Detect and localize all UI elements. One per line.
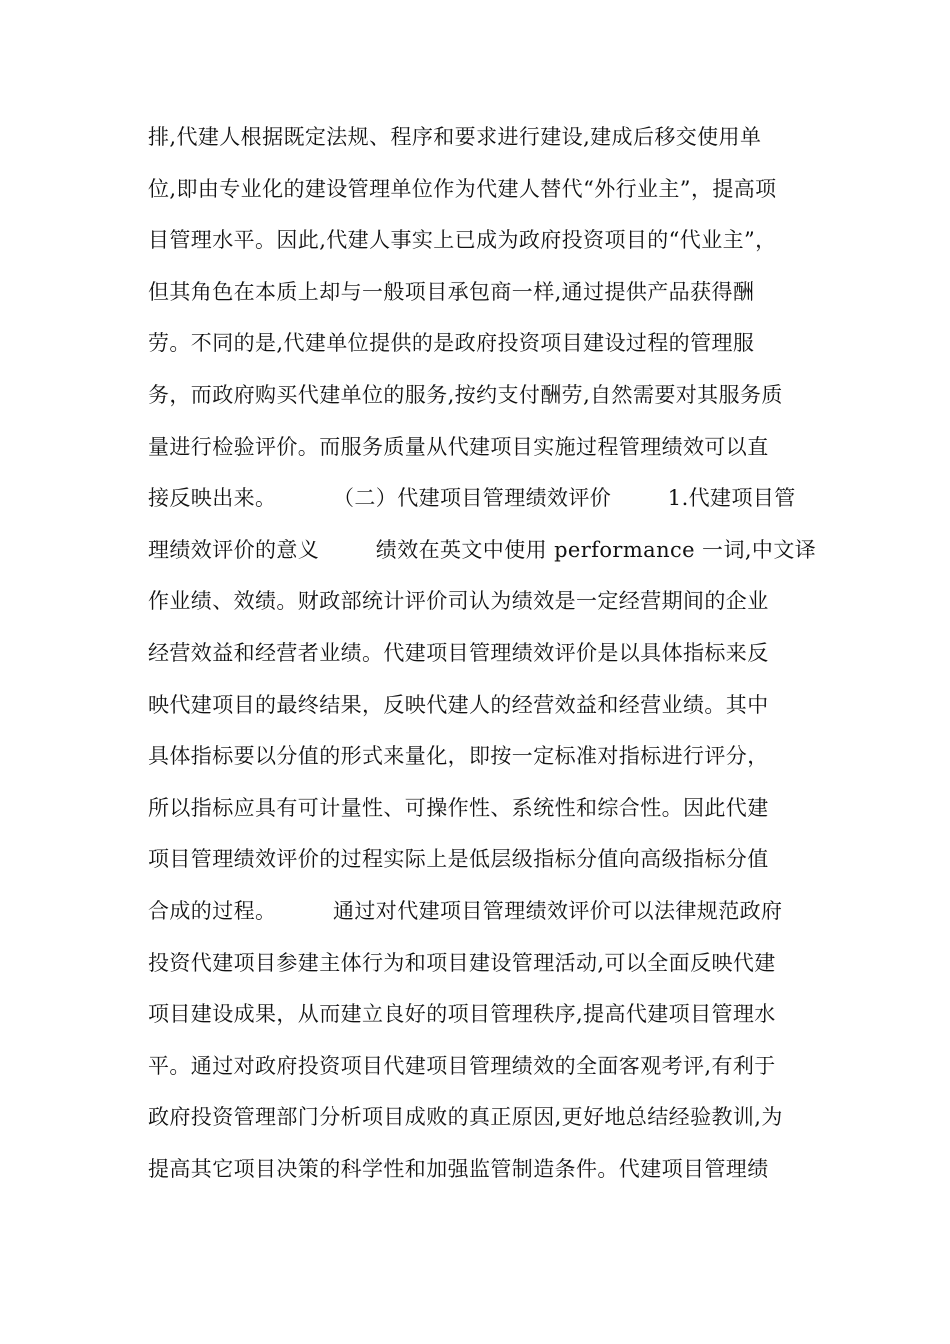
text-line-9: 理绩效评价的意义 绩效在英文中使用 performance 一词,中文译 bbox=[148, 537, 817, 562]
text-line-3: 目管理水平。因此,代建人事实上已成为政府投资项目的“代业主”， bbox=[148, 228, 777, 253]
text-line-16: 合成的过程。 通过对代建项目管理绩效评价可以法律规范政府 bbox=[148, 898, 783, 923]
text-line-13: 具体指标要以分值的形式来量化，即按一定标准对指标进行评分， bbox=[148, 744, 769, 769]
body-text bbox=[148, 112, 817, 1195]
text-line-2: 位,即由专业化的建设管理单位作为代建人替代“外行业主”，提高项 bbox=[148, 176, 777, 201]
text-line-19: 平。通过对政府投资项目代建项目管理绩效的全面客观考评,有利于 bbox=[148, 1053, 776, 1078]
text-line-6: 务，而政府购买代建单位的服务,按约支付酬劳,自然需要对其服务质 bbox=[148, 382, 783, 407]
text-line-21: 提高其它项目决策的科学性和加强监管制造条件。代建项目管理绩 bbox=[148, 1156, 769, 1181]
text-line-7: 量进行检验评价。而服务质量从代建项目实施过程管理绩效可以直 bbox=[148, 434, 769, 459]
text-line-20: 政府投资管理部门分析项目成败的真正原因,更好地总结经验教训,为 bbox=[148, 1105, 783, 1130]
text-line-17: 投资代建项目参建主体行为和项目建设管理活动,可以全面反映代建 bbox=[148, 950, 776, 975]
text-line-1: 排,代建人根据既定法规、程序和要求进行建设,建成后移交使用单 bbox=[148, 125, 762, 149]
text-line-4: 但其角色在本质上却与一般项目承包商一样,通过提供产品获得酬 bbox=[148, 279, 755, 304]
text-line-14: 所以指标应具有可计量性、可操作性、系统性和综合性。因此代建 bbox=[148, 795, 769, 820]
text-line-15: 项目管理绩效评价的过程实际上是低层级指标分值向高级指标分值 bbox=[148, 847, 769, 872]
text-line-18: 项目建设成果，从而建立良好的项目管理秩序,提高代建项目管理水 bbox=[148, 1002, 776, 1027]
text-line-10: 作业绩、效绩。财政部统计评价司认为绩效是一定经营期间的企业 bbox=[148, 589, 769, 614]
text-line-12: 映代建项目的最终结果，反映代建人的经营效益和经营业绩。其中 bbox=[148, 692, 769, 717]
text-line-8: 接反映出来。 （二）代建项目管理绩效评价 1.代建项目管 bbox=[148, 486, 796, 511]
text-line-11: 经营效益和经营者业绩。代建项目管理绩效评价是以具体指标来反 bbox=[148, 640, 769, 665]
text-line-5: 劳。不同的是,代建单位提供的是政府投资项目建设过程的管理服 bbox=[148, 331, 755, 356]
